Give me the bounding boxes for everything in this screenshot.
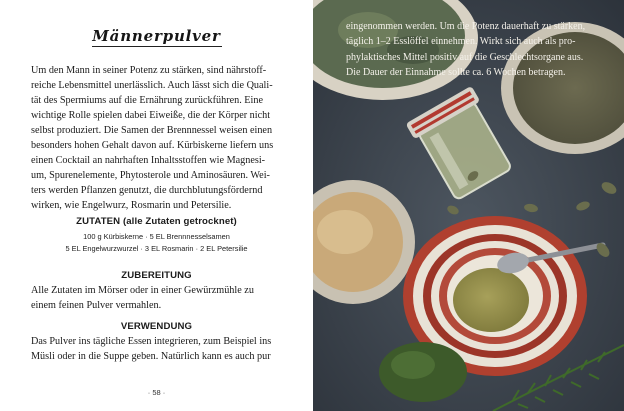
text-line: eingenommen werden. Um die Potenz dauerhaft zu stärken, [346,21,586,32]
ingredient-line: 5 EL Engelwurzwurzel · 3 EL Rosmarin · 2 EL Petersilie [65,244,248,253]
usage-paragraph [31,334,282,364]
herb-pile [379,342,467,402]
text-line: phylaktisches Mittel positiv auf die Geschlechtsorgane aus. [346,51,584,63]
text-line: reiche Lebensmittel unerlässlich. Auch lässt sich die Quali- [31,80,273,91]
text-line: Das Pulver ins tägliche Essen integrieren, zum Beispiel ins [31,336,272,347]
text-line: einen Cocktail an nahrhaften Inhaltsstoffen wie Magnesi- [31,155,266,166]
text-line: wichtige Rolle spielen dabei Eiweiße, die der Körper nicht [31,110,271,121]
text-line: Müsli oder in die Suppe geben. Natürlich kann es auch pur [31,351,271,362]
preparation-heading: ZUBEREITUNG [121,270,192,281]
ingredients-heading: ZUTATEN (alle Zutaten getrocknet) [76,216,237,227]
recipe-title: Männerpulver [92,27,221,45]
preparation-paragraph [31,283,282,313]
text-line: ters werden Pflanzen genutzt, die durchblutungsfördernd [31,185,263,196]
text-line: Um den Mann in seiner Potenz zu stärken, sind nährstoff- [31,65,267,76]
intro-paragraph [31,63,282,213]
text-line: um, Spurenelemente, Phytosterole und Aminosäuren. Wei- [31,170,270,181]
text-line: tät des Spermiums auf die Ernährung zurückführen. Eine [31,95,263,106]
usage-heading: VERWENDUNG [120,321,193,332]
ingredient-line: 100 g Kürbiskerne · 5 EL Brennnesselsamen [83,232,230,241]
text-line: Die Dauer der Einnahme sollte ca. 6 Wochen betragen. [346,67,566,79]
text-line: Alle Zutaten im Mörser oder in einer Gewürzmühle zu [31,285,254,296]
text-line: wirken, wie Engelwurz, Rosmarin und Petersilie. [31,200,232,211]
text-line: besonders hohen Gehalt davon auf. Kürbiskerne liefern uns [31,140,274,151]
text-line: täglich 1–2 Esslöffel einnehmen. Wirkt sich auch als pro- [346,36,576,48]
right-page [313,0,624,411]
photo-caption-text [346,19,594,81]
text-line: selbst produziert. Die Samen der Brennnessel weisen einen [31,125,273,136]
text-line: einem feinen Pulver vermahlen. [31,300,162,311]
title-underline [92,46,222,47]
page-number: · 58 · [147,388,166,397]
